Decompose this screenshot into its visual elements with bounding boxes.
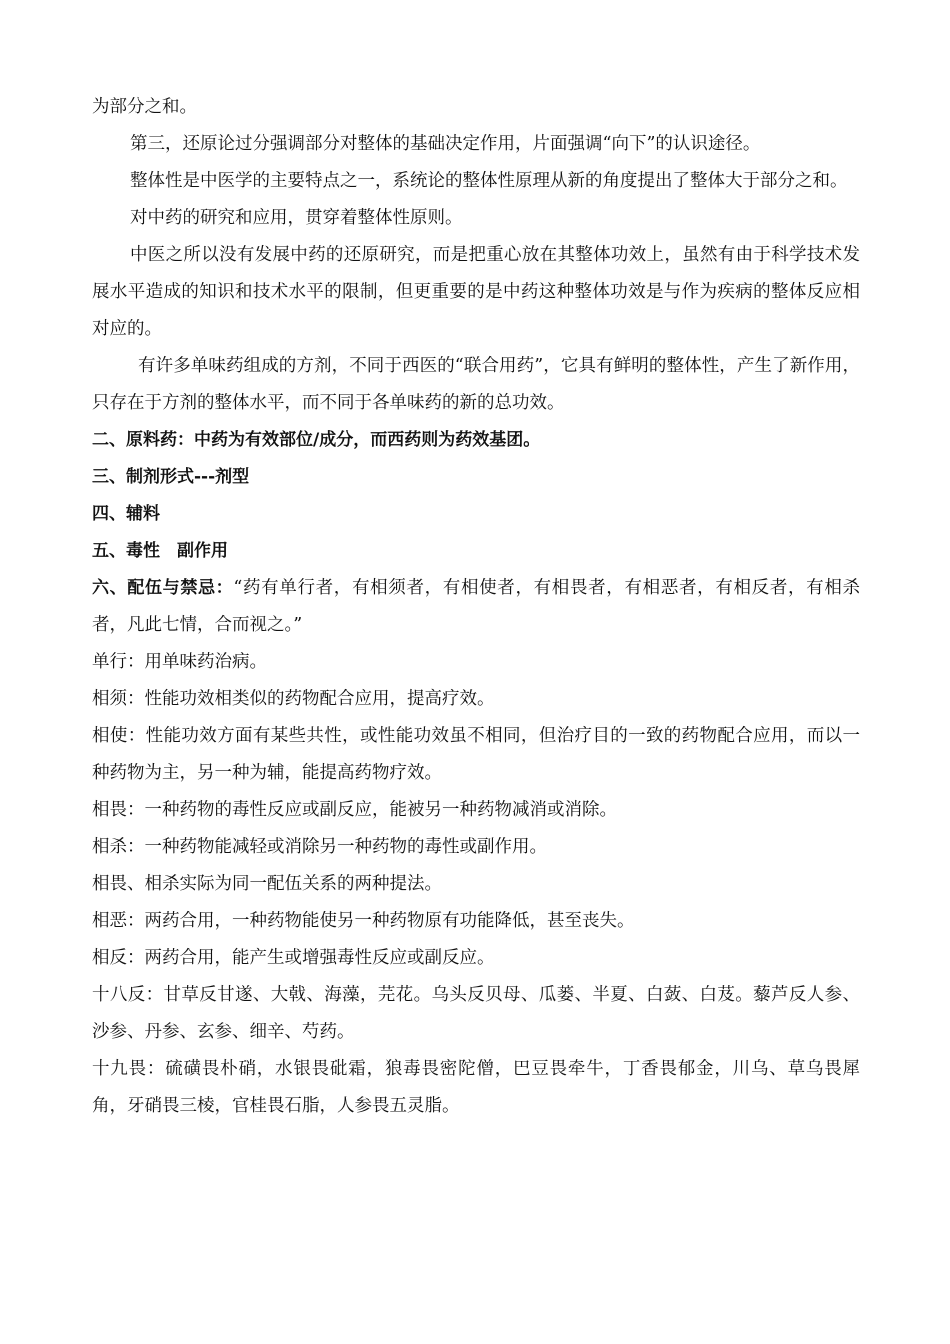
definition-xiangfan: 相反：两药合用，能产生或增强毒性反应或副反应。 bbox=[92, 948, 495, 968]
heading-excipients: 四、辅料 bbox=[92, 504, 160, 524]
definition-xiangwei: 相畏：一种药物的毒性反应或副反应，能被另一种药物减消或消除。 bbox=[92, 800, 617, 820]
definition-xiangshi: 相使：性能功效方面有某些共性，或性能功效虽不相同，但治疗目的一致的药物配合应用，而以一种药物为主，另一种为辅，能提高药物疗效。 bbox=[92, 726, 860, 783]
paragraph-holism-principle: 对中药的研究和应用，贯穿着整体性原则。 bbox=[130, 208, 463, 228]
note-wei-sha: 相畏、相杀实际为同一配伍关系的两种提法。 bbox=[92, 874, 442, 894]
paragraph-tcm-research: 中医之所以没有发展中药的还原研究，而是把重心放在其整体功效上，虽然有由于科学技术发展水平造成的知识和技术水平的限制，但更重要的是中药这种整体功效是与作为疾病的整体反应相对应的。 bbox=[92, 245, 860, 339]
definition-danxing: 单行：用单味药治病。 bbox=[92, 652, 267, 672]
definition-xiangsha: 相杀：一种药物能减轻或消除另一种药物的毒性或副作用。 bbox=[92, 837, 547, 857]
heading-raw-materials: 二、原料药：中药为有效部位/成分，而西药则为药效基团。 bbox=[92, 430, 541, 450]
paragraph-compatibility bbox=[92, 570, 860, 644]
heading-compatibility: 六、配伍与禁忌： bbox=[92, 578, 234, 598]
heading-dosage-form: 三、制剂形式---剂型 bbox=[92, 467, 250, 487]
definition-xiangwu: 相恶：两药合用，一种药物能使另一种药物原有功能降低，甚至丧失。 bbox=[92, 911, 635, 931]
paragraph-holism: 整体性是中医学的主要特点之一，系统论的整体性原理从新的角度提出了整体大于部分之和。 bbox=[130, 171, 848, 191]
compatibility-quote: “药有单行者，有相须者，有相使者，有相畏者，有相恶者，有相反者，有相杀者，凡此七情，合而视之。” bbox=[92, 578, 860, 635]
paragraph-reductionism-third: 第三，还原论过分强调部分对整体的基础决定作用，片面强调“向下”的认识途径。 bbox=[130, 134, 761, 154]
list-nineteen-incompatibilities: 十九畏：硫磺畏朴硝，水银畏砒霜，狼毒畏密陀僧，巴豆畏牵牛，丁香畏郁金，川乌、草乌畏犀角，牙硝畏三棱，官桂畏石脂，人参畏五灵脂。 bbox=[92, 1059, 860, 1116]
heading-toxicity: 五、毒性 副作用 bbox=[92, 541, 228, 561]
document-page bbox=[92, 89, 860, 1125]
paragraph-prescription: 有许多单味药组成的方剂，不同于西医的“联合用药”，它具有鲜明的整体性，产生了新作用，只存在于方剂的整体水平，而不同于各单味药的新的总功效。 bbox=[92, 356, 860, 413]
definition-xiangxu: 相须：性能功效相类似的药物配合应用，提高疗效。 bbox=[92, 689, 495, 709]
list-eighteen-antagonisms: 十八反：甘草反甘遂、大戟、海藻，芫花。乌头反贝母、瓜蒌、半夏、白蔹、白芨。藜芦反人参、沙参、丹参、玄参、细辛、芍药。 bbox=[92, 985, 860, 1042]
paragraph-continuation: 为部分之和。 bbox=[92, 97, 197, 117]
